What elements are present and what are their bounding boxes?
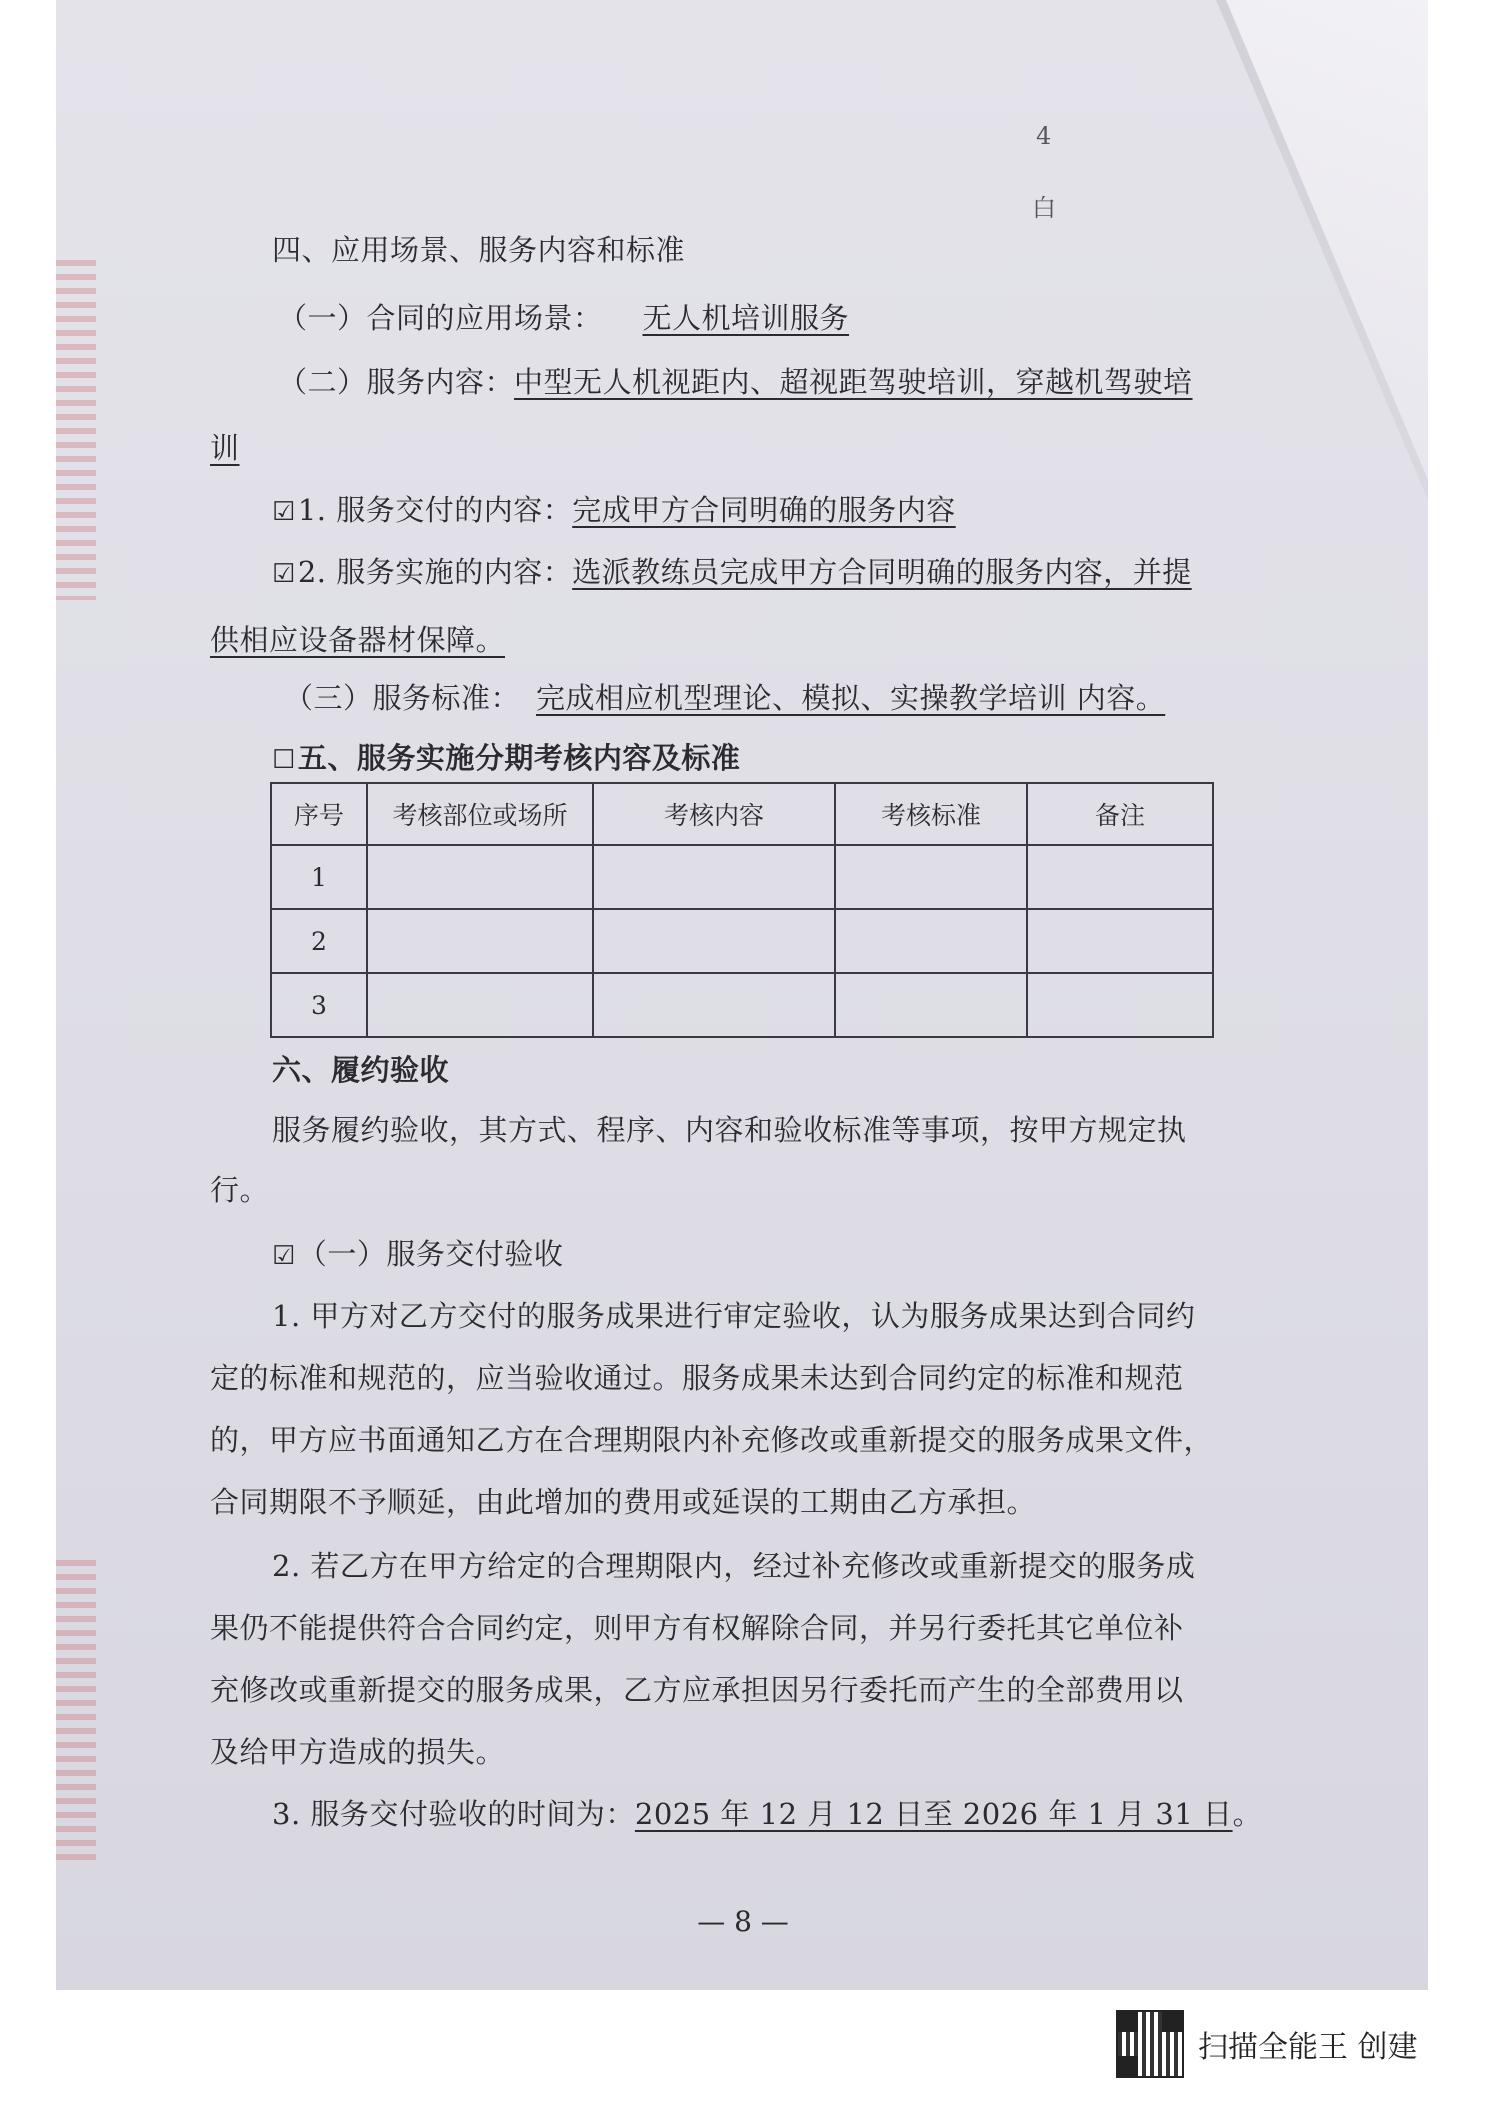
column-header: 考核内容 xyxy=(593,783,835,845)
table-row xyxy=(271,973,1213,1037)
section-6-intro-cont: 行。 xyxy=(210,1173,270,1207)
content-label: （二）服务内容： xyxy=(278,365,515,399)
table-cell xyxy=(593,973,835,1037)
implementation-content-row xyxy=(272,552,1192,594)
section-5-heading-row xyxy=(272,738,740,780)
red-seal-stamp xyxy=(56,260,96,600)
delivery-acceptance-row xyxy=(272,1234,563,1276)
table-cell: 2 xyxy=(271,909,367,973)
table-cell xyxy=(1027,973,1213,1037)
paragraph-line: 充修改或重新提交的服务成果，乙方应承担因另行委托而产生的全部费用以 xyxy=(210,1673,1184,1707)
table-cell xyxy=(367,909,593,973)
edge-mark: 4 xyxy=(1036,122,1052,150)
table-cell: 3 xyxy=(271,973,367,1037)
acceptance-period-value: 2025 年 12 月 12 日至 2026 年 1 月 31 日 xyxy=(634,1797,1233,1831)
section-6-heading: 六、履约验收 xyxy=(272,1053,450,1087)
table-header-row xyxy=(271,783,1213,845)
unchecked-box-icon: ☐ xyxy=(272,745,296,775)
delivery-content-value: 完成甲方合同明确的服务内容 xyxy=(572,493,956,527)
column-header: 序号 xyxy=(271,783,367,845)
scene-label: （一）合同的应用场景： xyxy=(278,301,603,335)
column-header: 考核部位或场所 xyxy=(367,783,593,845)
section-5-heading: 五、服务实施分期考核内容及标准 xyxy=(297,741,741,775)
content-value-cont: 训 xyxy=(210,431,240,465)
section-4-heading: 四、应用场景、服务内容和标准 xyxy=(272,233,686,267)
column-header: 考核标准 xyxy=(835,783,1027,845)
red-seal-stamp xyxy=(56,1560,96,1860)
implementation-content-value: 选派教练员完成甲方合同明确的服务内容，并提 xyxy=(572,555,1192,589)
checked-box-icon: ☑ xyxy=(272,1241,296,1271)
table-cell xyxy=(593,845,835,909)
watermark-text: 扫描全能王 创建 xyxy=(1198,2030,1418,2065)
paragraph-line: 2. 若乙方在甲方给定的合理期限内，经过补充修改或重新提交的服务成 xyxy=(272,1549,1196,1583)
delivery-acceptance-heading: （一）服务交付验收 xyxy=(297,1237,564,1271)
implementation-content-label: 2. 服务实施的内容： xyxy=(297,555,573,589)
standard-row xyxy=(284,678,1185,718)
table-cell xyxy=(593,909,835,973)
paragraph-line: 合同期限不予顺延，由此增加的费用或延误的工期由乙方承担。 xyxy=(210,1485,1037,1519)
paragraph-line: 及给甲方造成的损失。 xyxy=(210,1735,506,1769)
checked-box-icon: ☑ xyxy=(272,559,296,589)
column-header: 备注 xyxy=(1027,783,1213,845)
implementation-content-cont xyxy=(210,620,535,660)
scene-row xyxy=(278,298,919,338)
table-cell xyxy=(1027,909,1213,973)
table-cell xyxy=(367,845,593,909)
section-6-intro: 服务履约验收，其方式、程序、内容和验收标准等事项，按甲方规定执 xyxy=(272,1113,1187,1147)
checked-box-icon: ☑ xyxy=(272,497,296,527)
assessment-table xyxy=(270,782,1214,1038)
table-cell: 1 xyxy=(271,845,367,909)
table-row xyxy=(271,909,1213,973)
table-cell xyxy=(367,973,593,1037)
table-cell xyxy=(835,973,1027,1037)
table-cell xyxy=(835,845,1027,909)
page-number: — 8 — xyxy=(697,1905,789,1938)
table-row xyxy=(271,845,1213,909)
scene-value: 无人机培训服务 xyxy=(642,301,850,335)
paragraph-line: 定的标准和规范的，应当验收通过。服务成果未达到合同约定的标准和规范 xyxy=(210,1361,1184,1395)
acceptance-period-label: 3. 服务交付验收的时间为： xyxy=(272,1797,635,1831)
acceptance-period-row xyxy=(272,1794,1262,1834)
implementation-content-value-cont: 供相应设备器材保障。 xyxy=(210,623,506,657)
content-value: 中型无人机视距内、超视距驾驶培训，穿越机驾驶培 xyxy=(514,365,1193,399)
standard-value: 完成相应机型理论、模拟、实操教学培训 内容。 xyxy=(536,681,1166,715)
paragraph-line: 1. 甲方对乙方交付的服务成果进行审定验收，认为服务成果达到合同约 xyxy=(272,1299,1196,1333)
standard-label: （三）服务标准： xyxy=(284,681,521,715)
content-row xyxy=(278,362,1193,402)
paragraph-line: 果仍不能提供符合合同约定，则甲方有权解除合同，并另行委托其它单位补 xyxy=(210,1611,1184,1645)
delivery-content-label: 1. 服务交付的内容： xyxy=(297,493,573,527)
delivery-content-row xyxy=(272,490,956,532)
paragraph-line: 的，甲方应书面通知乙方在合理期限内补充修改或重新提交的服务成果文件， xyxy=(210,1423,1214,1457)
table-cell xyxy=(835,909,1027,973)
table-cell xyxy=(1027,845,1213,909)
scanner-watermark xyxy=(1116,2010,1418,2078)
qr-code-icon xyxy=(1116,2010,1184,2078)
acceptance-period-end: 。 xyxy=(1232,1797,1263,1831)
edge-mark: 白 xyxy=(1032,194,1056,222)
